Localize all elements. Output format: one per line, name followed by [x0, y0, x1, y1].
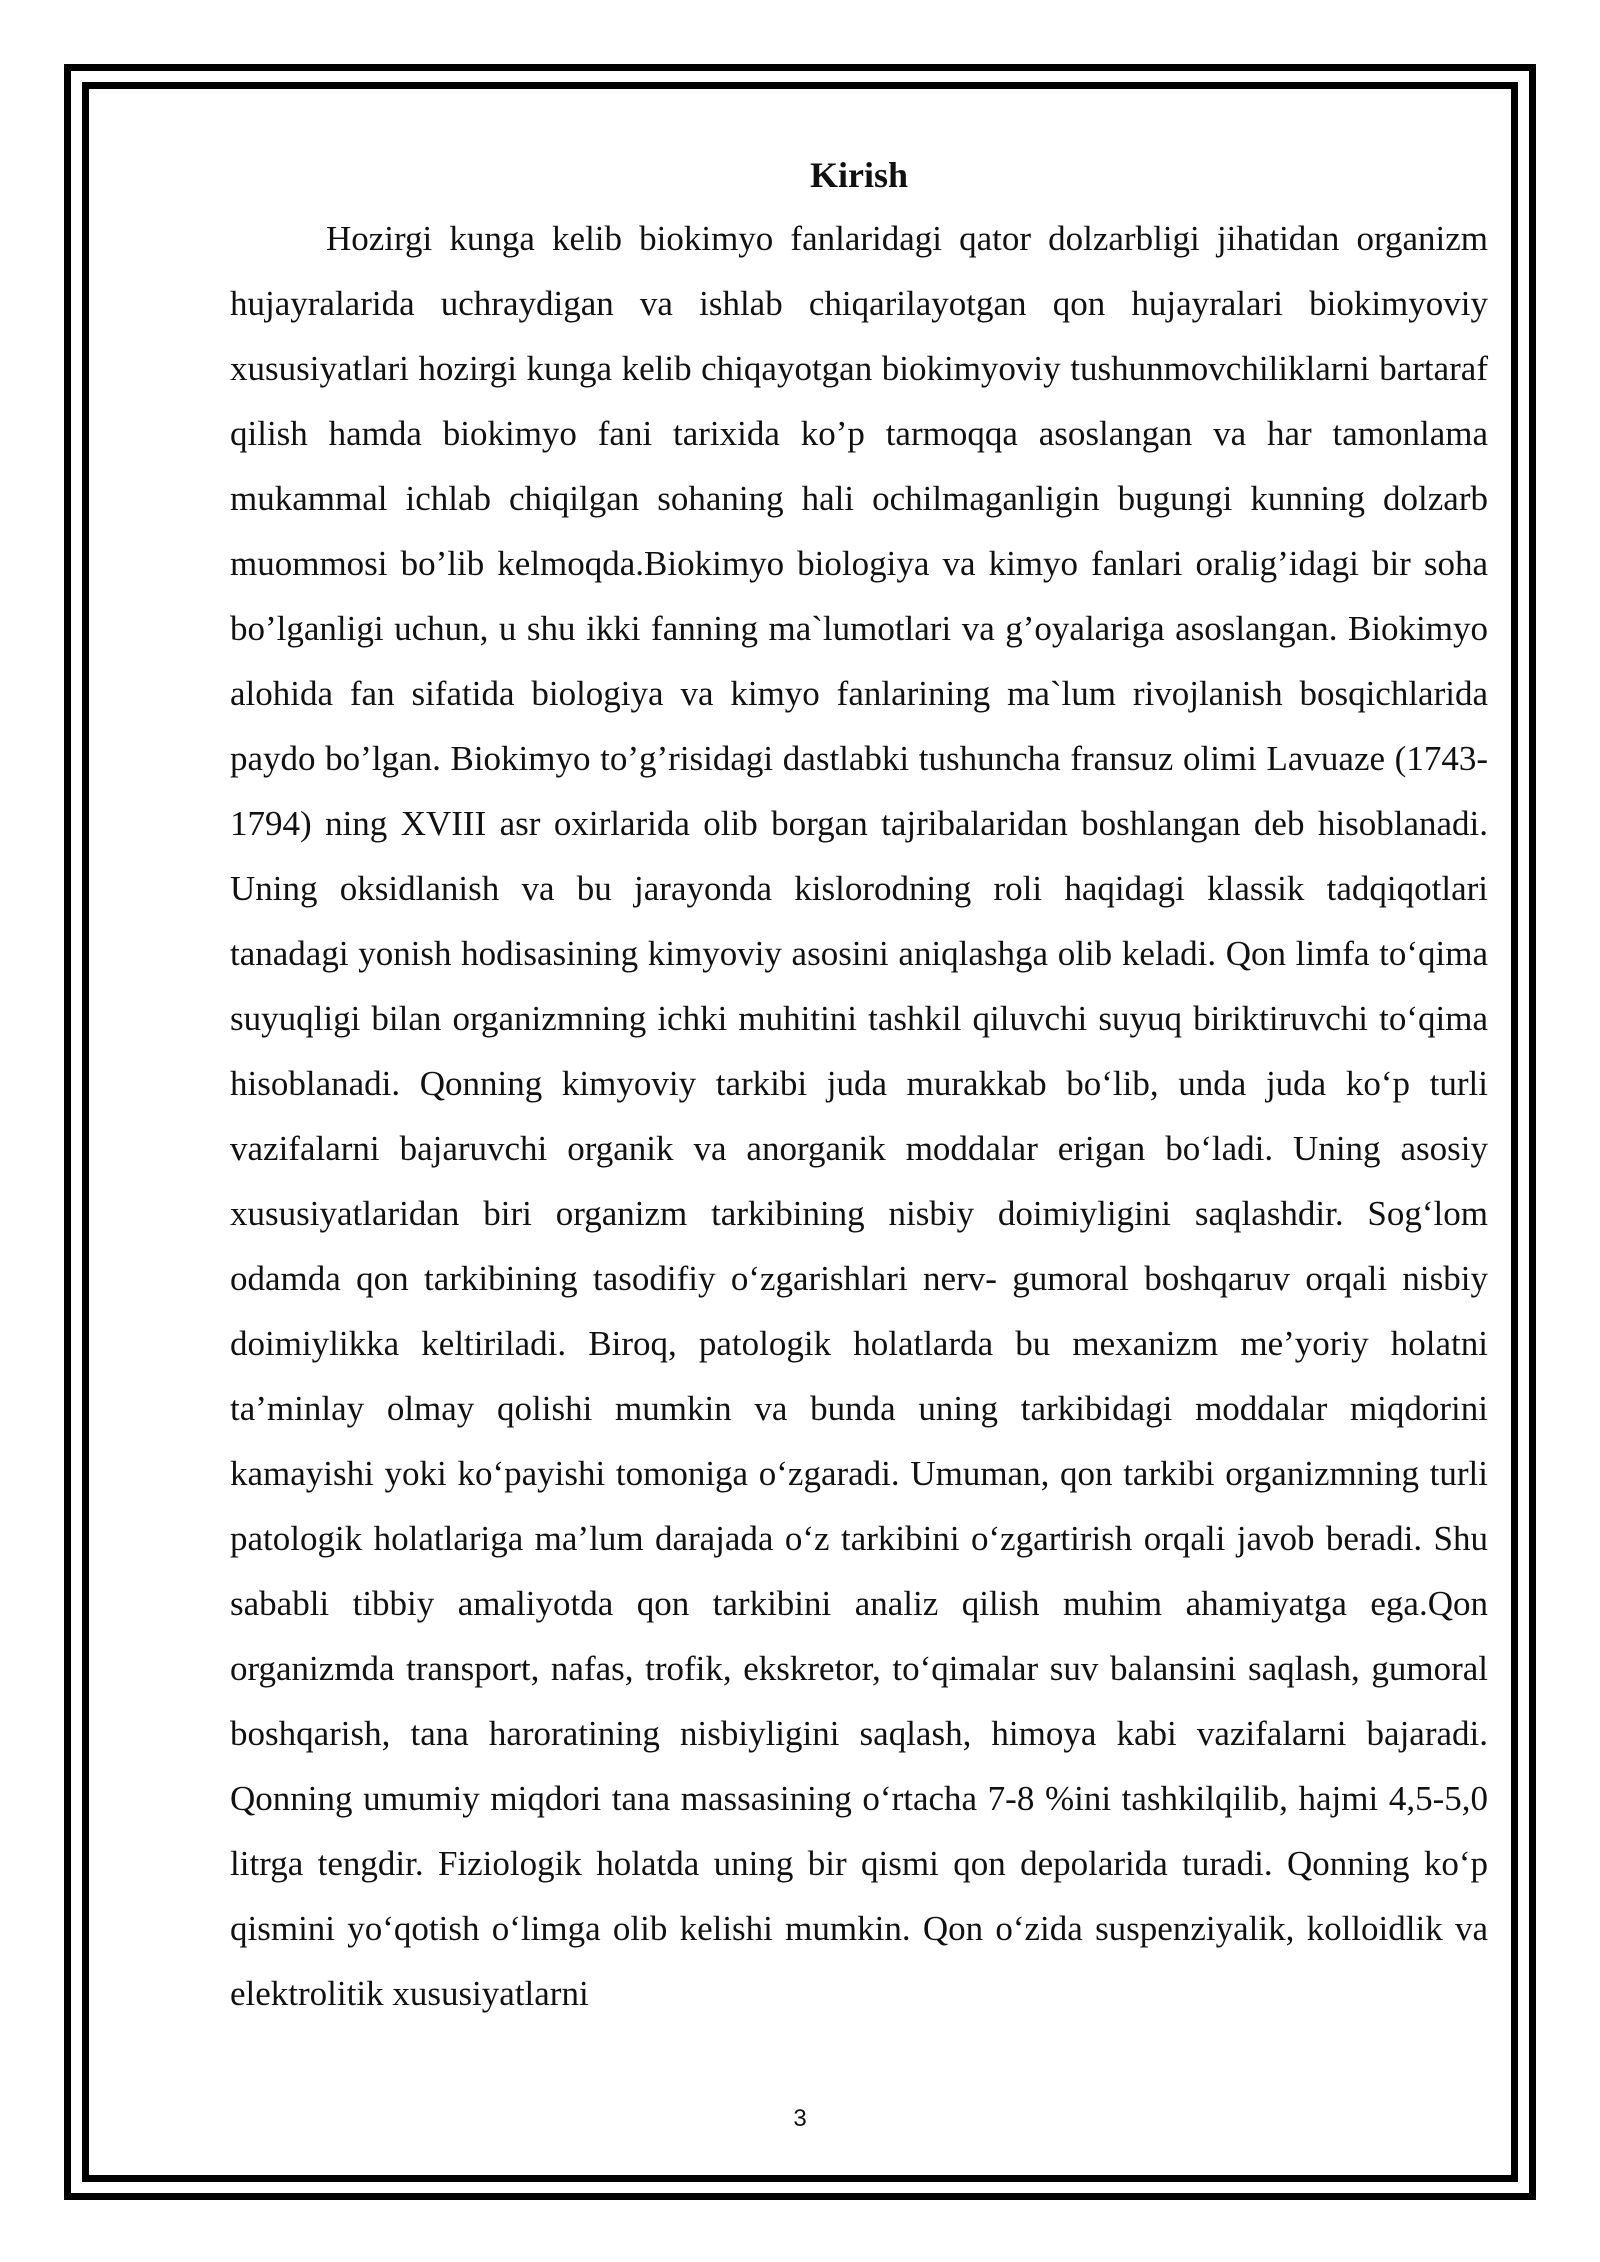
page-content: [230, 148, 1488, 2026]
page-number: 3: [793, 2105, 807, 2132]
body-paragraph: Hozirgi kunga kelib biokimyo fanlaridagi qator dolzarbligi jihatidan organizm hujayralarida uchraydigan va ishlab chiqarilayotgan qon hujayralari biokimyoviy xususiyatlari hozirgi kunga kelib chiqayotgan biokimyoviy tushunmovchiliklarni bartaraf qilish hamda biokimyo fani tarixida ko’p tarmoqqa asoslangan va har tamonlama mukammal ichlab chiqilgan sohaning hali ochilmaganligin bugungi kunning dolzarb muommosi bo’lib kelmoqda.Biokimyo biologiya va kimyo fanlari oralig’idagi bir soha bo’lganligi uchun, u shu ikki fanning ma`lumotlari va g’oyalariga asoslangan. Biokimyo alohida fan sifatida biologiya va kimyo fanlarining ma`lum rivojlanish bosqichlarida paydo bo’lgan. Biokimyo to’g’risidagi dastlabki tushuncha fransuz olimi Lavuaze (1743-1794) ning XVIII asr oxirlarida olib borgan tajribalaridan boshlangan deb hisoblanadi. Uning oksidlanish va bu jarayonda kislorodning roli haqidagi klassik tadqiqotlari tanadagi yonish hodisasining kimyoviy asosini aniqlashga olib keladi. Qon limfa to‘qima suyuqligi bilan organizmning ichki muhitini tashkil qiluvchi suyuq biriktiruvchi to‘qima hisoblanadi. Qonning kimyoviy tarkibi juda murakkab bo‘lib, unda juda ko‘p turli vazifalarni bajaruvchi organik va anorganik moddalar erigan bo‘ladi. Uning asosiy xususiyatlaridan biri organizm tarkibining nisbiy doimiyligini saqlashdir. Sog‘lom odamda qon tarkibining tasodifiy o‘zgarishlari nerv- gumoral boshqaruv orqali nisbiy doimiylikka keltiriladi. Biroq, patologik holatlarda bu mexanizm me’yoriy holatni ta’minlay olmay qolishi mumkin va bunda uning tarkibidagi moddalar miqdorini kamayishi yoki ko‘payishi tomoniga o‘zgaradi. Umuman, qon tarkibi organizmning turli patologik holatlariga ma’lum darajada o‘z tarkibini o‘zgartirish orqali javob beradi. Shu sababli tibbiy amaliyotda qon tarkibini analiz qilish muhim ahamiyatga ega.Qon organizmda transport, nafas, trofik, ekskretor, to‘qimalar suv balansini saqlash, gumoral boshqarish, tana haroratining nisbiyligini saqlash, himoya kabi vazifalarni bajaradi. Qonning umumiy miqdori tana massasining o‘rtacha 7-8 %ini tashkilqilib, hajmi 4,5-5,0 litrga tengdir. Fiziologik holatda uning bir qismi qon depolarida turadi. Qonning ko‘p qismini yo‘qotish o‘limga olib kelishi mumkin. Qon o‘zida suspenziyalik, kolloidlik va elektrolitik xususiyatlarni: [230, 219, 1488, 2013]
document-title: Kirish: [809, 155, 908, 195]
